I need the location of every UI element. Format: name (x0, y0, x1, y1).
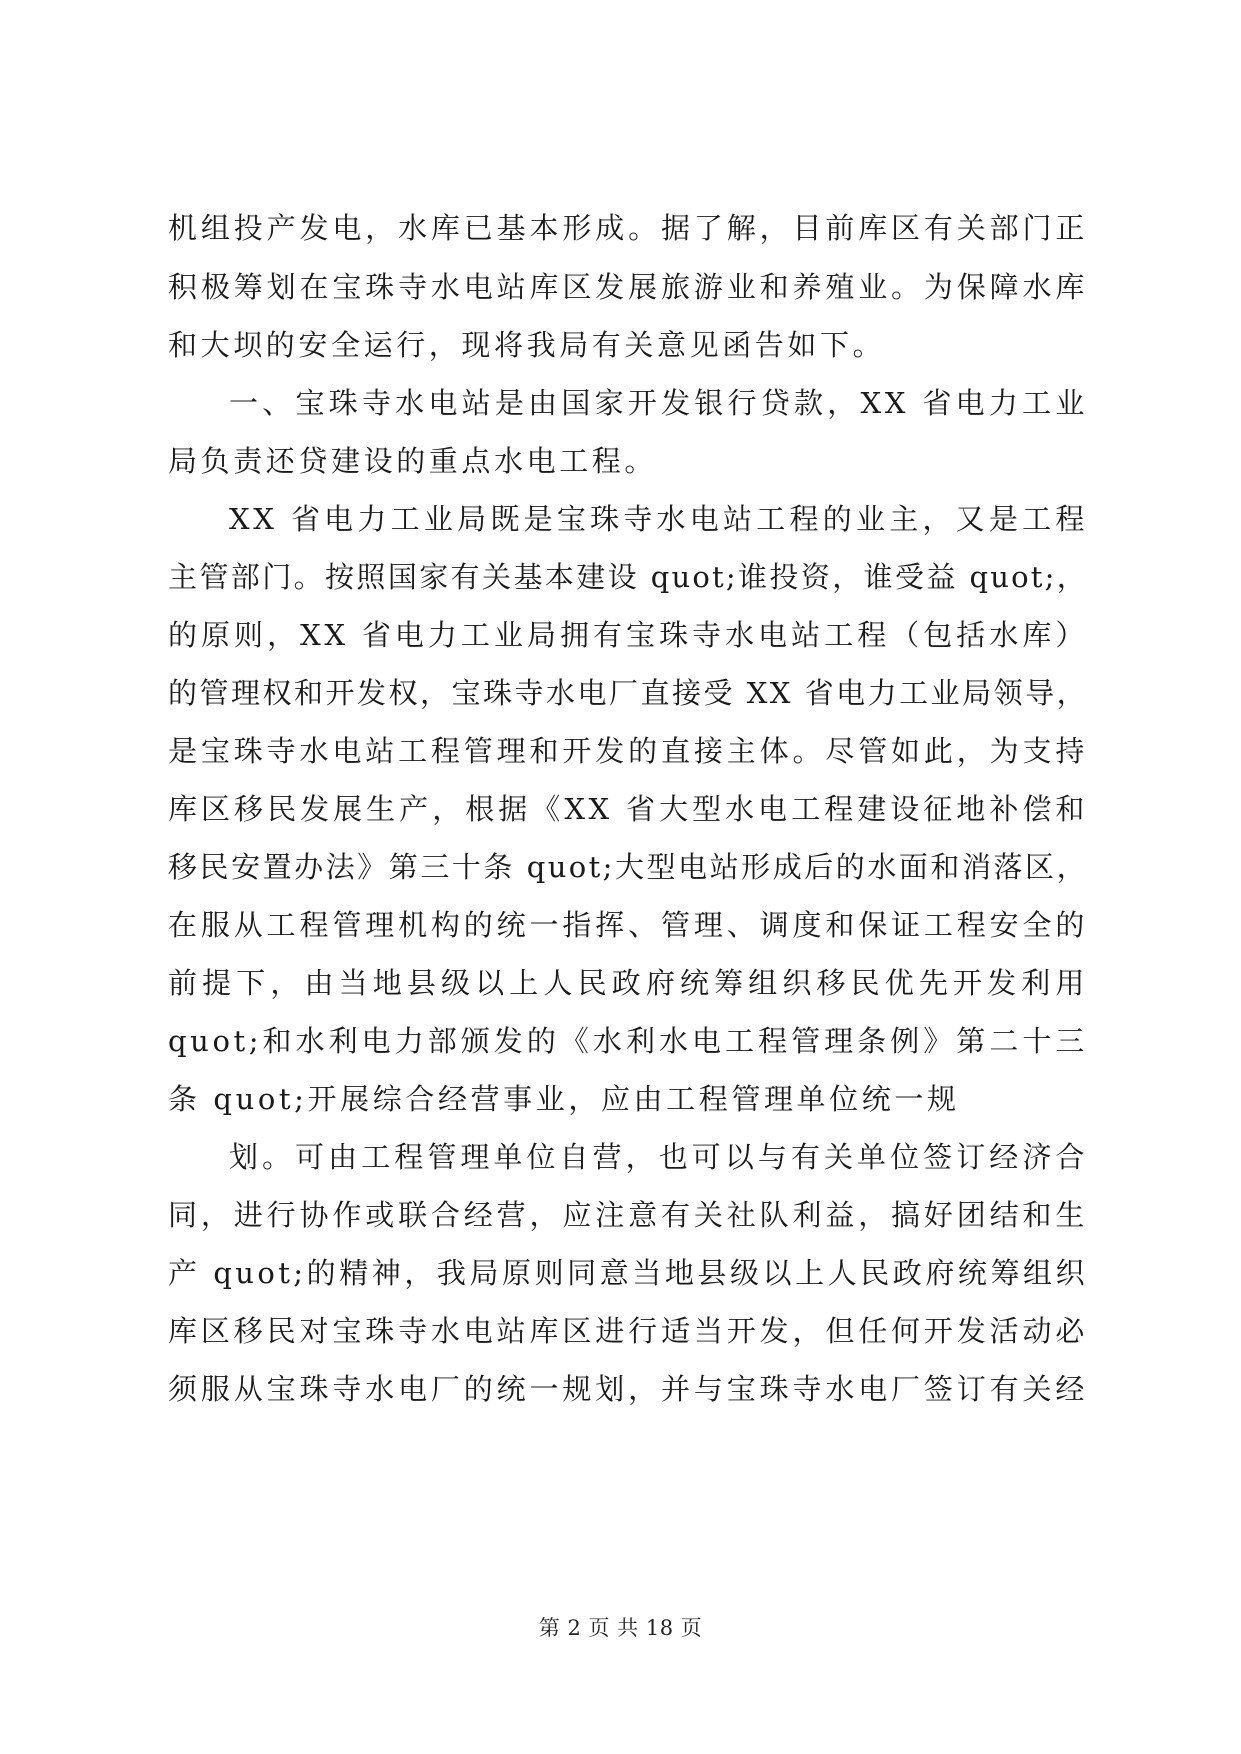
paragraph-line: 划。可由工程管理单位自营，也可以与有关单位签订经济合 (229, 1140, 1088, 1174)
paragraph-line: 产 quot;的精神，我局原则同意当地县级以上人民政府统筹组织 (168, 1256, 1088, 1290)
page-number-footer: 第 2 页 共 18 页 (538, 1616, 703, 1640)
paragraph-line: 和大坝的安全运行，现将我局有关意见函告如下。 (168, 328, 886, 362)
paragraph-line: 积极筹划在宝珠寺水电站库区发展旅游业和养殖业。为保障水库 (168, 270, 1088, 304)
paragraph-line: 是宝珠寺水电站工程管理和开发的直接主体。尽管如此，为支持 (168, 734, 1088, 768)
paragraph-line: 机组投产发电，水库已基本形成。据了解，目前库区有关部门正 (168, 211, 1088, 245)
paragraph-line: 的原则，XX 省电力工业局拥有宝珠寺水电站工程（包括水库） (168, 618, 1088, 652)
paragraph-line: 一、宝珠寺水电站是由国家开发银行贷款，XX 省电力工业 (229, 386, 1088, 420)
paragraph-line: XX 省电力工业局既是宝珠寺水电站工程的业主，又是工程 (229, 502, 1088, 536)
paragraph-line: quot;和水利电力部颁发的《水利水电工程管理条例》第二十三 (168, 1024, 1088, 1058)
paragraph-line: 库区移民发展生产，根据《XX 省大型水电工程建设征地补偿和 (168, 792, 1088, 826)
paragraph-line: 前提下，由当地县级以上人民政府统筹组织移民优先开发利用 (168, 966, 1088, 1000)
paragraph-line: 须服从宝珠寺水电厂的统一规划，并与宝珠寺水电厂签订有关经 (168, 1372, 1088, 1406)
paragraph-line: 的管理权和开发权，宝珠寺水电厂直接受 XX 省电力工业局领导， (168, 676, 1088, 710)
paragraph-line: 条 quot;开展综合经营事业，应由工程管理单位统一规 (168, 1082, 960, 1116)
paragraph-line: 主管部门。按照国家有关基本建设 quot;谁投资，谁受益 quot;， (168, 560, 1088, 594)
paragraph-line: 库区移民对宝珠寺水电站库区进行适当开发，但任何开发活动必 (168, 1314, 1088, 1348)
paragraph-line: 同，进行协作或联合经营，应注意有关社队利益，搞好团结和生 (168, 1198, 1088, 1232)
paragraph-line: 在服从工程管理机构的统一指挥、管理、调度和保证工程安全的 (168, 908, 1088, 942)
paragraph-line: 局负责还贷建设的重点水电工程。 (168, 444, 658, 478)
paragraph-line: 移民安置办法》第三十条 quot;大型电站形成后的水面和消落区， (168, 850, 1088, 884)
